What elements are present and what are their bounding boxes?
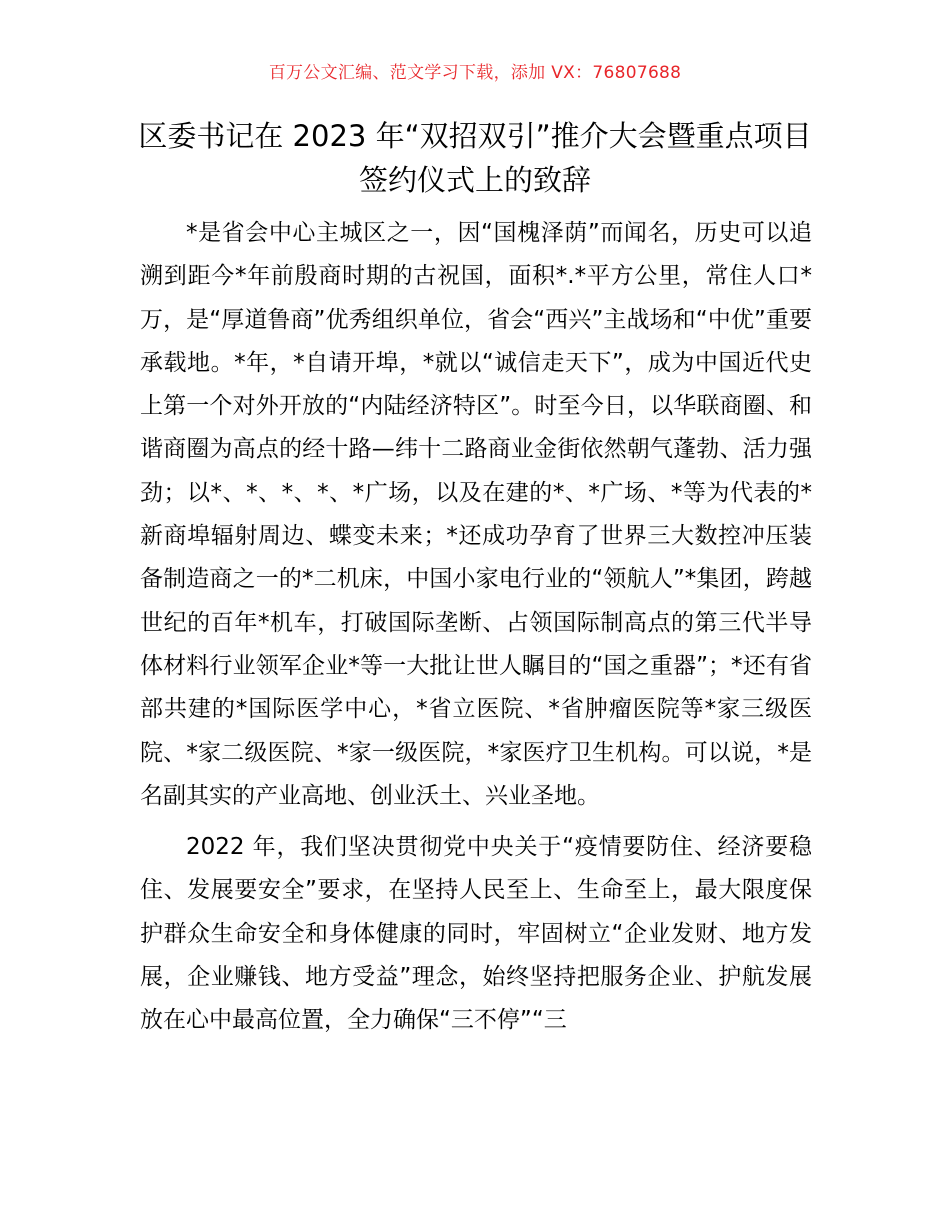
paragraph: *是省会中心主城区之一，因“国槐泽荫”而闻名，历史可以追溯到距今*年前殷商时期的古祝国，面积*.*平方公里，常住人口*万，是“厚道鲁商”优秀组织单位，省会“西兴”主战场和“中优”重要承载地。*年，*自请开埠，*就以“诚信走天下”，成为中国近代史上第一个对外开放的“内陆经济特区”。时至今日，以华联商圈、和谐商圈为高点的经十路—纬十二路商业金街依然朝气蓬勃、活力强劲；以*、*、*、*、*广场，以及在建的*、*广场、*等为代表的*新商埠辐射周边、蝶变未来；*还成功孕育了世界三大数控冲压装备制造商之一的*二机床，中国小家电行业的“领航人”*集团，跨越世纪的百年*机车，打破国际垄断、占领国际制高点的第三代半导体材料行业领军企业*等一大批让世人瞩目的“国之重器”；*还有省部共建的*国际医学中心，*省立医院、*省肿瘤医院等*家三级医院、*家二级医院、*家一级医院，*家医疗卫生机构。可以说，*是名副其实的产业高地、创业沃土、兴业圣地。	[140, 220, 812, 809]
paragraph: 2022 年，我们坚决贯彻党中央关于“疫情要防住、经济要稳住、发展要安全”要求，在坚持人民至上、生命至上，最大限度保护群众生命安全和身体健康的同时，牢固树立“企业发财、地方发展，企业赚钱、地方受益”理念，始终坚持把服务企业、护航发展放在心中最高位置，全力确保“三不停”“三	[140, 834, 812, 1034]
header-note: 百万公文汇编、范文学习下载，添加 VX：76807688	[268, 63, 682, 83]
document-body	[140, 212, 812, 1043]
document-title: 区委书记在 2023 年“双招双引”推介大会暨重点项目签约仪式上的致辞	[138, 119, 812, 197]
